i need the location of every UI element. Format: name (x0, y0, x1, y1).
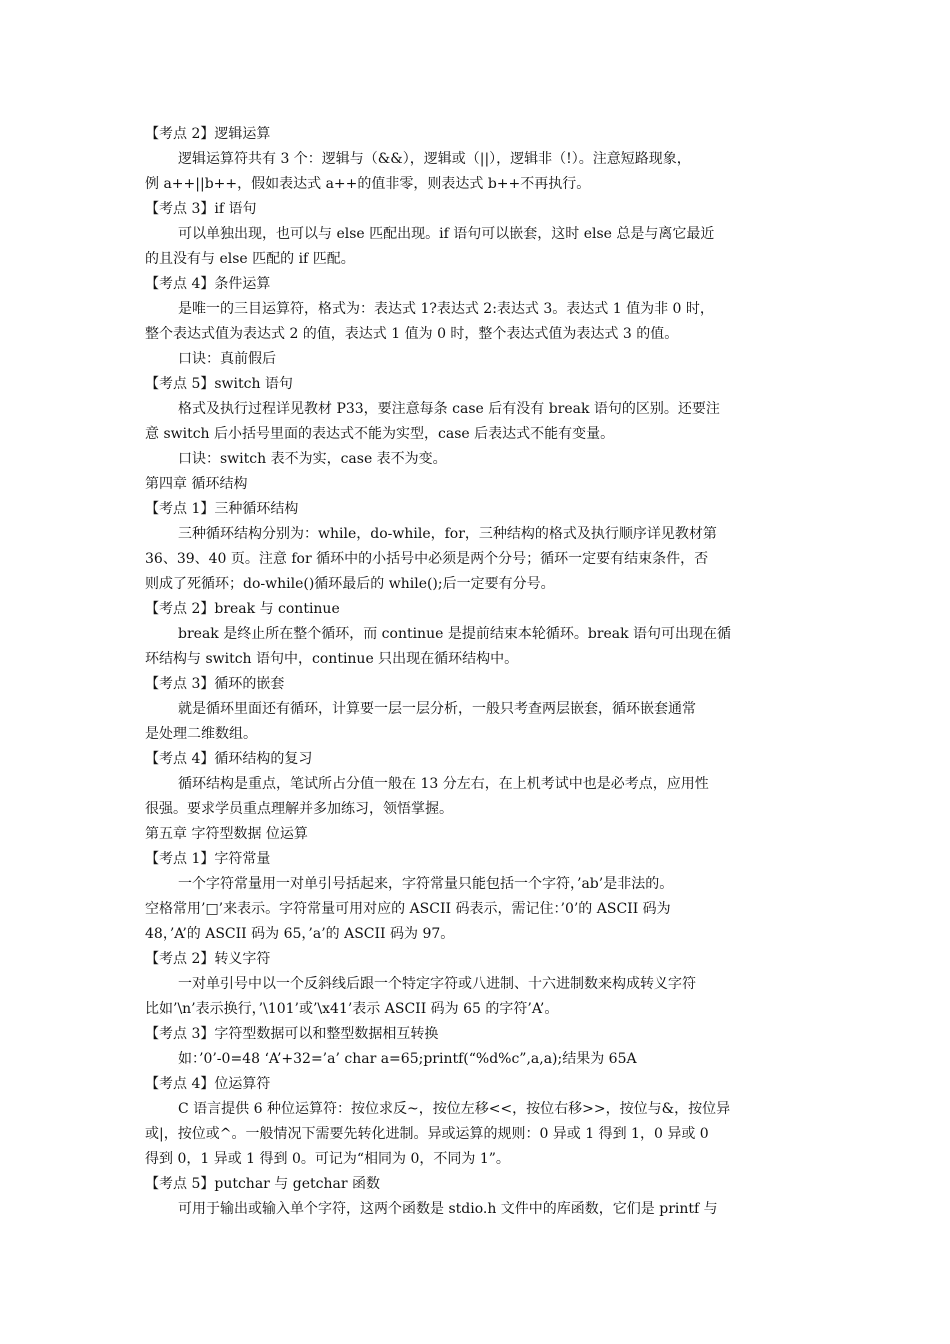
paragraph-first-line: C 语言提供 6 种位运算符：按位求反~，按位左移<<，按位右移>>，按位与&，按位异 (178, 1101, 731, 1117)
section-heading: 【考点 2】逻辑运算 (145, 126, 271, 142)
paragraph-first-line: 口诀：switch 表不为实，case 表不为变。 (178, 451, 447, 467)
section-heading: 第五章 字符型数据 位运算 (145, 826, 308, 842)
section-heading: 【考点 5】switch 语句 (145, 376, 293, 392)
section-heading: 【考点 3】循环的嵌套 (145, 676, 285, 692)
section-heading: 【考点 5】putchar 与 getchar 函数 (145, 1176, 380, 1192)
paragraph-first-line: 一个字符常量用一对单引号括起来，字符常量只能包括一个字符，’ab’是非法的。 (178, 876, 674, 892)
paragraph-first-line: 口诀：真前假后 (178, 351, 276, 367)
section-heading: 【考点 3】if 语句 (145, 201, 257, 217)
section-heading: 【考点 1】三种循环结构 (145, 501, 299, 517)
section-heading: 第四章 循环结构 (145, 476, 248, 492)
section-heading: 【考点 4】循环结构的复习 (145, 751, 313, 767)
section-heading: 【考点 4】位运算符 (145, 1076, 271, 1092)
paragraph-first-line: 格式及执行过程详见教材 P33，要注意每条 case 后有没有 break 语句的区别。还要注 (178, 401, 720, 417)
paragraph-first-line: 如：’0’-0=48 ‘A’+32=’a’ char a=65;printf(“%d%c”,a,a);结果为 65A (178, 1051, 637, 1067)
paragraph-line: 48，’A’的 ASCII 码为 65，’a’的 ASCII 码为 97。 (145, 926, 455, 942)
paragraph-first-line: 一对单引号中以一个反斜线后跟一个特定字符或八进制、十六进制数来构成转义字符 (178, 976, 696, 992)
paragraph-first-line: 三种循环结构分别为：while，do-while，for，三种结构的格式及执行顺序详见教材第 (178, 526, 717, 542)
paragraph-line: 则成了死循环；do-while()循环最后的 while();后一定要有分号。 (145, 576, 555, 592)
paragraph-line: 例 a++||b++，假如表达式 a++的值非零，则表达式 b++不再执行。 (145, 176, 591, 192)
section-heading: 【考点 2】break 与 continue (145, 601, 340, 617)
paragraph-line: 是处理二维数组。 (145, 726, 257, 742)
paragraph-first-line: 就是循环里面还有循环，计算要一层一层分析，一般只考查两层嵌套，循环嵌套通常 (178, 701, 696, 717)
paragraph-first-line: 可用于输出或输入单个字符，这两个函数是 stdio.h 文件中的库函数，它们是 printf 与 (178, 1201, 718, 1217)
paragraph-line: 或|，按位或^。一般情况下需要先转化进制。异或运算的规则：0 异或 1 得到 1，0 异或 0 (145, 1126, 709, 1142)
paragraph-line: 环结构与 switch 语句中，continue 只出现在循环结构中。 (145, 651, 519, 667)
section-heading: 【考点 3】字符型数据可以和整型数据相互转换 (145, 1026, 439, 1042)
paragraph-line: 36、39、40 页。注意 for 循环中的小括号中必须是两个分号；循环一定要有结束条件，否 (145, 551, 709, 567)
section-heading: 【考点 1】字符常量 (145, 851, 271, 867)
paragraph-line: 的且没有与 else 匹配的 if 匹配。 (145, 251, 355, 267)
section-heading: 【考点 2】转义字符 (145, 951, 271, 967)
paragraph-line: 比如’\n’表示换行，’\101’或’\x41’表示 ASCII 码为 65 的字符’A’。 (145, 1001, 559, 1017)
paragraph-first-line: 逻辑运算符共有 3 个：逻辑与（&&），逻辑或（||），逻辑非（!）。注意短路现象， (178, 151, 691, 167)
paragraph-line: 很强。要求学员重点理解并多加练习，领悟掌握。 (145, 801, 453, 817)
paragraph-line: 得到 0，1 异或 1 得到 0。可记为“相同为 0，不同为 1”。 (145, 1151, 510, 1167)
document-body (145, 122, 807, 1222)
paragraph-first-line: 可以单独出现，也可以与 else 匹配出现。if 语句可以嵌套，这时 else 总是与离它最近 (178, 226, 715, 242)
paragraph-first-line: 循环结构是重点，笔试所占分值一般在 13 分左右，在上机考试中也是必考点，应用性 (178, 776, 709, 792)
paragraph-first-line: 是唯一的三目运算符，格式为：表达式 1?表达式 2:表达式 3。表达式 1 值为非 0 时， (178, 301, 714, 317)
paragraph-first-line: break 是终止所在整个循环，而 continue 是提前结束本轮循环。break 语句可出现在循 (178, 626, 732, 642)
paragraph-line: 意 switch 后小括号里面的表达式不能为实型，case 后表达式不能有变量。 (145, 426, 615, 442)
section-heading: 【考点 4】条件运算 (145, 276, 271, 292)
paragraph-line: 整个表达式值为表达式 2 的值，表达式 1 值为 0 时，整个表达式值为表达式 3 的值。 (145, 326, 679, 342)
paragraph-line: 空格常用’□’来表示。字符常量可用对应的 ASCII 码表示，需记住：’0’的 ASCII 码为 (145, 901, 671, 917)
